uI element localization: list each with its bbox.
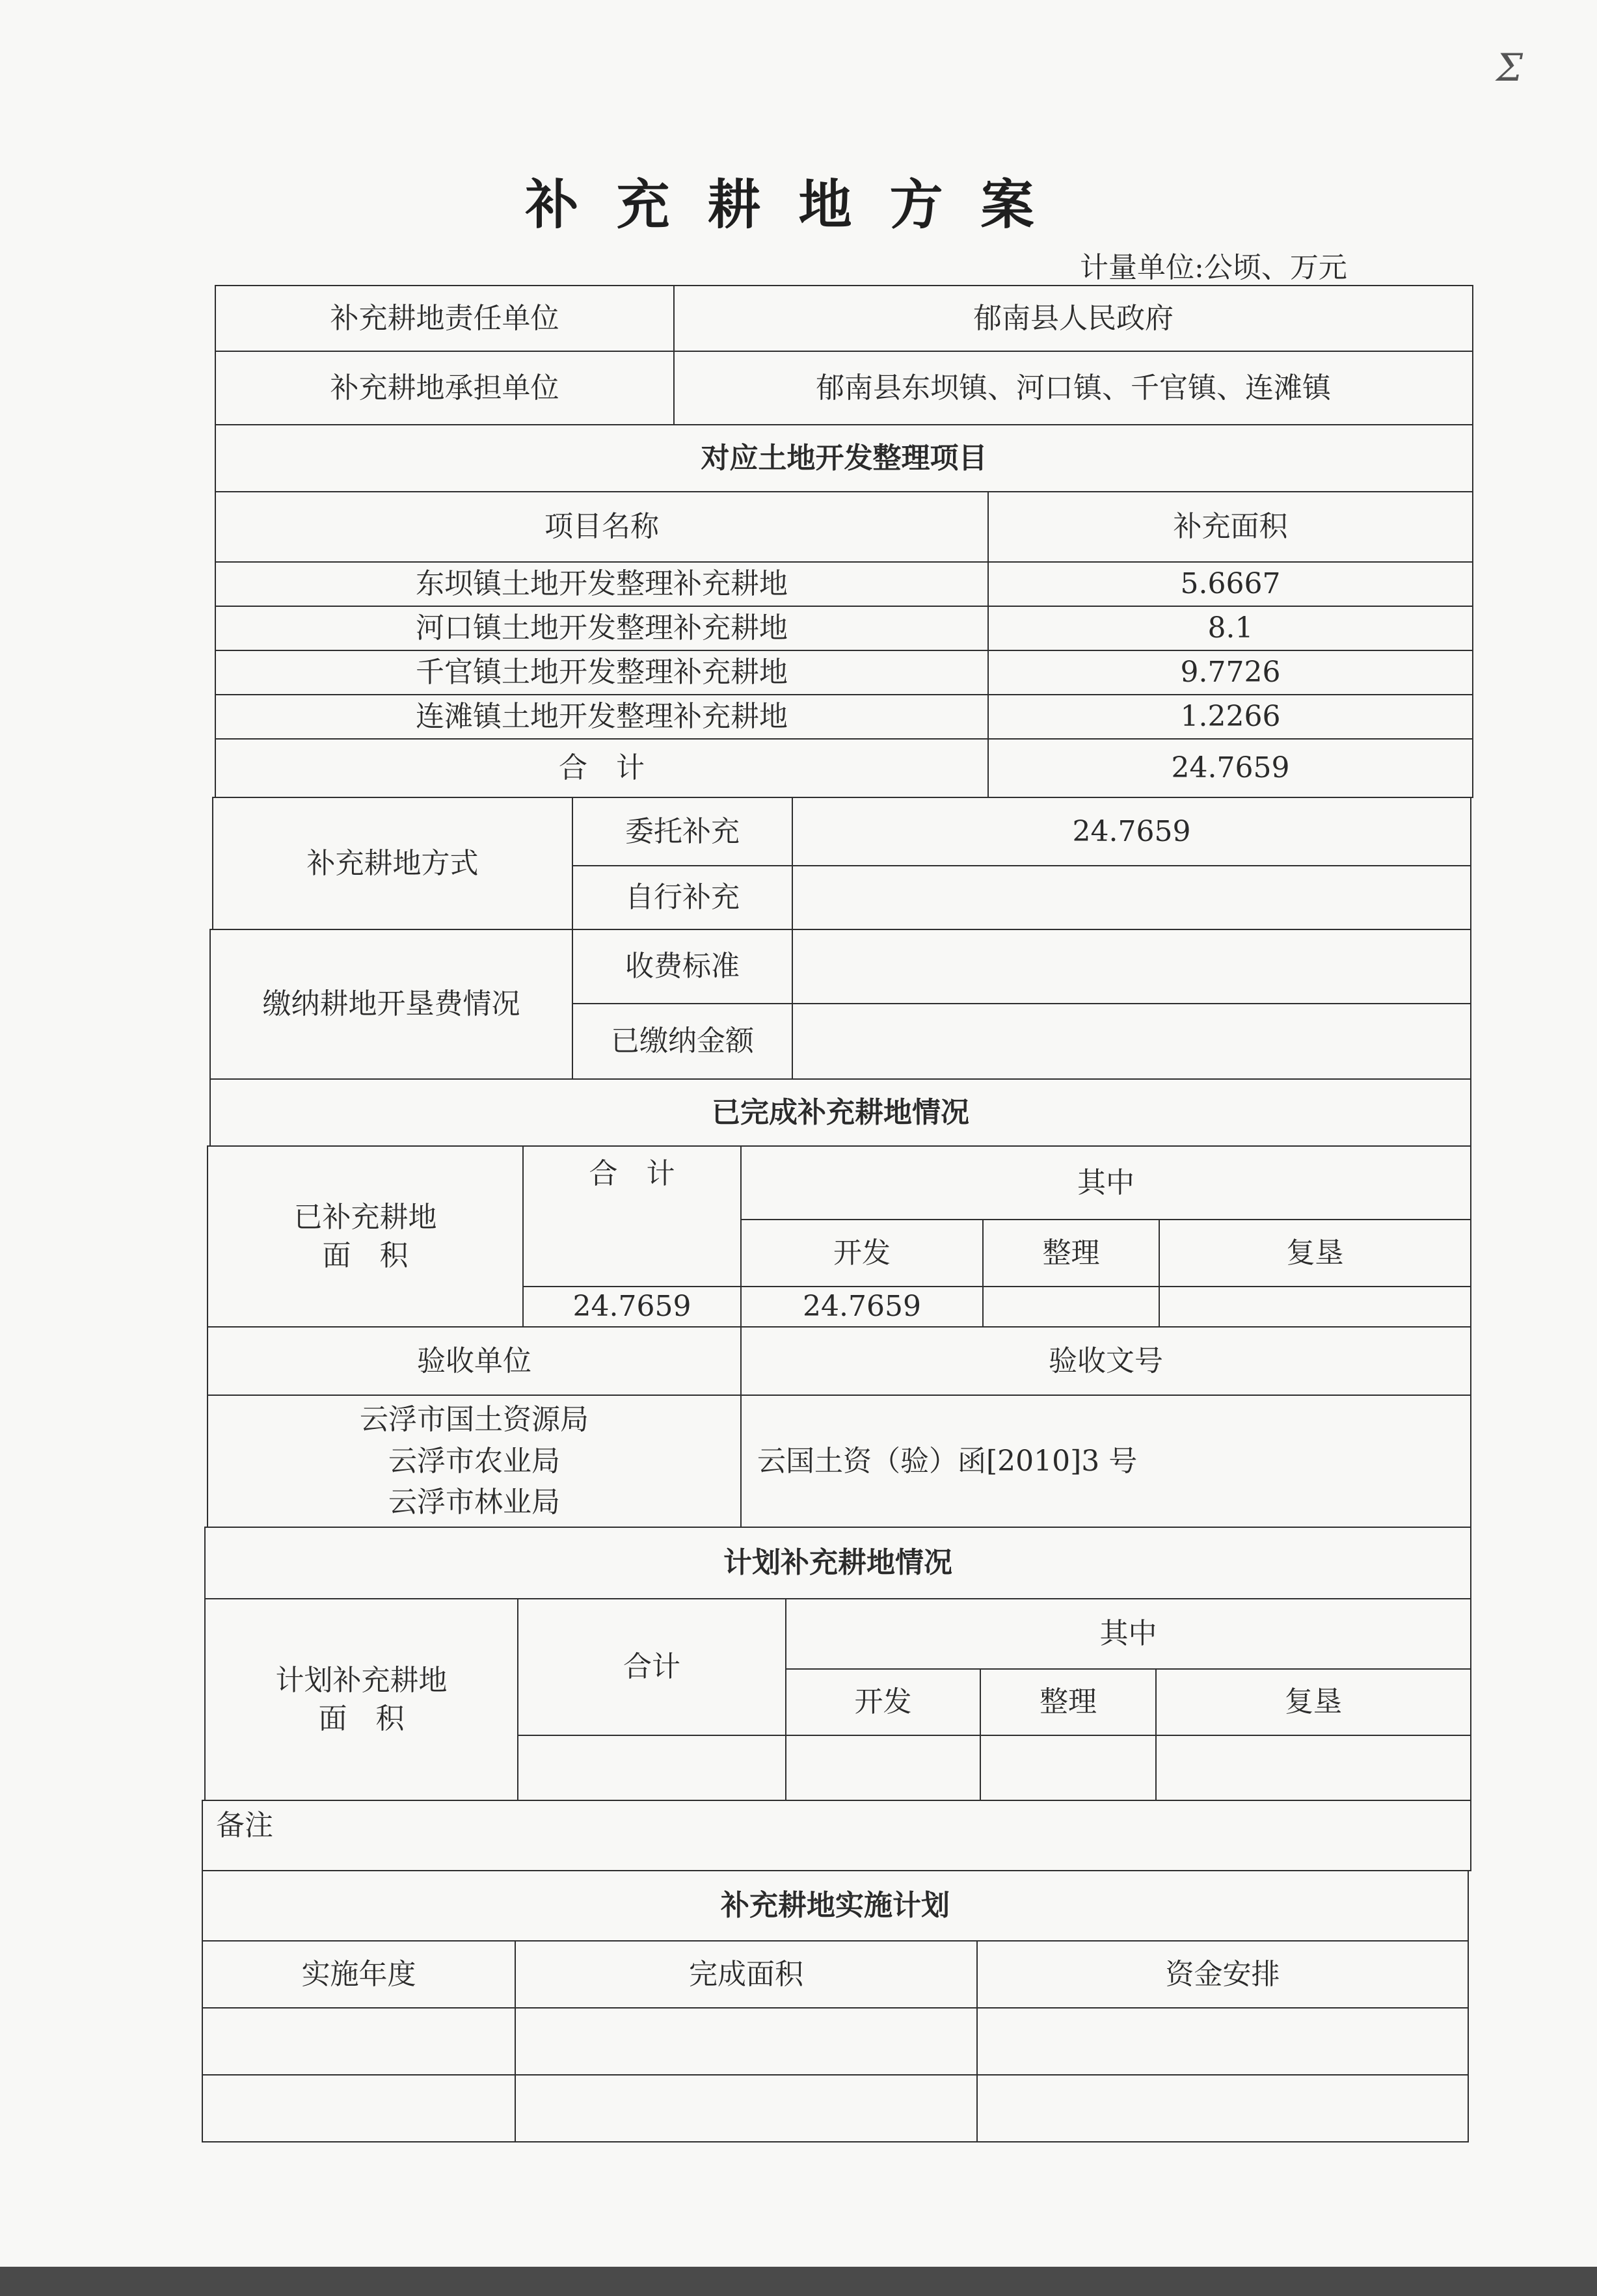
method-entrusted-value: 24.7659 (792, 797, 1471, 866)
completed-section-title: 已完成补充耕地情况 (209, 1078, 1471, 1147)
completed-of-which: 其中 (740, 1145, 1471, 1220)
implementation-cell (515, 2074, 978, 2142)
implementation-col-area: 完成面积 (515, 1940, 978, 2009)
planned-area-label (204, 1598, 518, 1801)
implementation-col-funds: 资金安排 (976, 1940, 1469, 2009)
undertaking-unit-label: 补充耕地承担单位 (215, 351, 675, 425)
completed-area-label-line2: 面 积 (322, 1239, 409, 1272)
implementation-cell (202, 2074, 516, 2142)
project-name-cell: 东坝镇土地开发整理补充耕地 (215, 561, 989, 607)
projects-section-title: 对应土地开发整理项目 (215, 424, 1473, 492)
responsibility-unit-value: 郁南县人民政府 (673, 285, 1473, 352)
document-title: 补充耕地方案 (525, 174, 1072, 236)
project-name-cell: 千官镇土地开发整理补充耕地 (215, 650, 989, 695)
planned-dev-label: 开发 (785, 1668, 981, 1736)
method-self-value (792, 865, 1471, 930)
projects-total-value: 24.7659 (987, 738, 1473, 798)
accept-doc-value: 云国土资（验）函[2010]3 号 (740, 1395, 1471, 1528)
implementation-section-title: 补充耕地实施计划 (202, 1870, 1469, 1942)
fee-paid-value (792, 1003, 1471, 1080)
accept-unit-item: 云浮市国土资源局 (360, 1402, 589, 1436)
project-name-cell: 连滩镇土地开发整理补充耕地 (215, 694, 989, 740)
responsibility-unit-label: 补充耕地责任单位 (215, 285, 675, 352)
planned-area-label-line2: 面 积 (318, 1702, 405, 1735)
completed-reclaim-value (1159, 1286, 1471, 1328)
implementation-cell (976, 2007, 1469, 2076)
accept-unit-item: 云浮市林业局 (388, 1486, 560, 1519)
completed-arrange-value (982, 1286, 1160, 1328)
completed-total-label: 合 计 (522, 1145, 742, 1287)
planned-of-which: 其中 (785, 1598, 1471, 1670)
project-area-cell: 8.1 (987, 606, 1473, 651)
method-self-label: 自行补充 (572, 865, 793, 930)
completed-total-value: 24.7659 (522, 1286, 742, 1328)
accept-unit-item: 云浮市农业局 (388, 1444, 560, 1478)
project-area-cell: 9.7726 (987, 650, 1473, 695)
implementation-cell (515, 2007, 978, 2076)
projects-col-name: 项目名称 (215, 491, 989, 563)
accept-units-list (207, 1395, 742, 1528)
fee-standard-value (792, 929, 1471, 1004)
planned-area-label-line1: 计划补充耕地 (275, 1663, 448, 1697)
planned-reclaim-label: 复垦 (1155, 1668, 1471, 1736)
remarks-label: 备注 (202, 1800, 1471, 1871)
project-name-cell: 河口镇土地开发整理补充耕地 (215, 606, 989, 651)
accept-unit-label: 验收单位 (207, 1326, 742, 1396)
undertaking-unit-value: 郁南县东坝镇、河口镇、千官镇、连滩镇 (673, 351, 1473, 425)
implementation-col-year: 实施年度 (202, 1940, 516, 2009)
completed-dev-label: 开发 (740, 1219, 984, 1287)
unit-note: 计量单位:公顷、万元 (1080, 251, 1347, 284)
planned-arrange-value (980, 1735, 1157, 1801)
implementation-cell (202, 2007, 516, 2076)
completed-area-label-line1: 已补充耕地 (293, 1200, 437, 1234)
projects-col-area: 补充面积 (987, 491, 1473, 563)
project-area-cell: 1.2266 (987, 694, 1473, 740)
scan-bottom-edge (0, 2267, 1597, 2296)
fee-paid-label: 已缴纳金额 (572, 1003, 793, 1080)
projects-total-label: 合 计 (215, 738, 989, 798)
implementation-cell (976, 2074, 1469, 2142)
planned-total-value (517, 1735, 786, 1801)
completed-area-label (207, 1145, 524, 1328)
completed-reclaim-label: 复垦 (1159, 1219, 1471, 1287)
planned-reclaim-value (1155, 1735, 1471, 1801)
completed-dev-value: 24.7659 (740, 1286, 984, 1328)
completed-arrange-label: 整理 (982, 1219, 1160, 1287)
fee-standard-label: 收费标准 (572, 929, 793, 1004)
accept-doc-label: 验收文号 (740, 1326, 1471, 1396)
method-entrusted-label: 委托补充 (572, 797, 793, 866)
planned-dev-value (785, 1735, 981, 1801)
planned-arrange-label: 整理 (980, 1668, 1157, 1736)
project-area-cell: 5.6667 (987, 561, 1473, 607)
planned-section-title: 计划补充耕地情况 (204, 1527, 1471, 1599)
page-number-mark: Σ (1496, 46, 1523, 90)
method-label: 补充耕地方式 (212, 797, 573, 930)
planned-total-label: 合计 (517, 1598, 786, 1736)
fee-label: 缴纳耕地开垦费情况 (209, 929, 573, 1080)
